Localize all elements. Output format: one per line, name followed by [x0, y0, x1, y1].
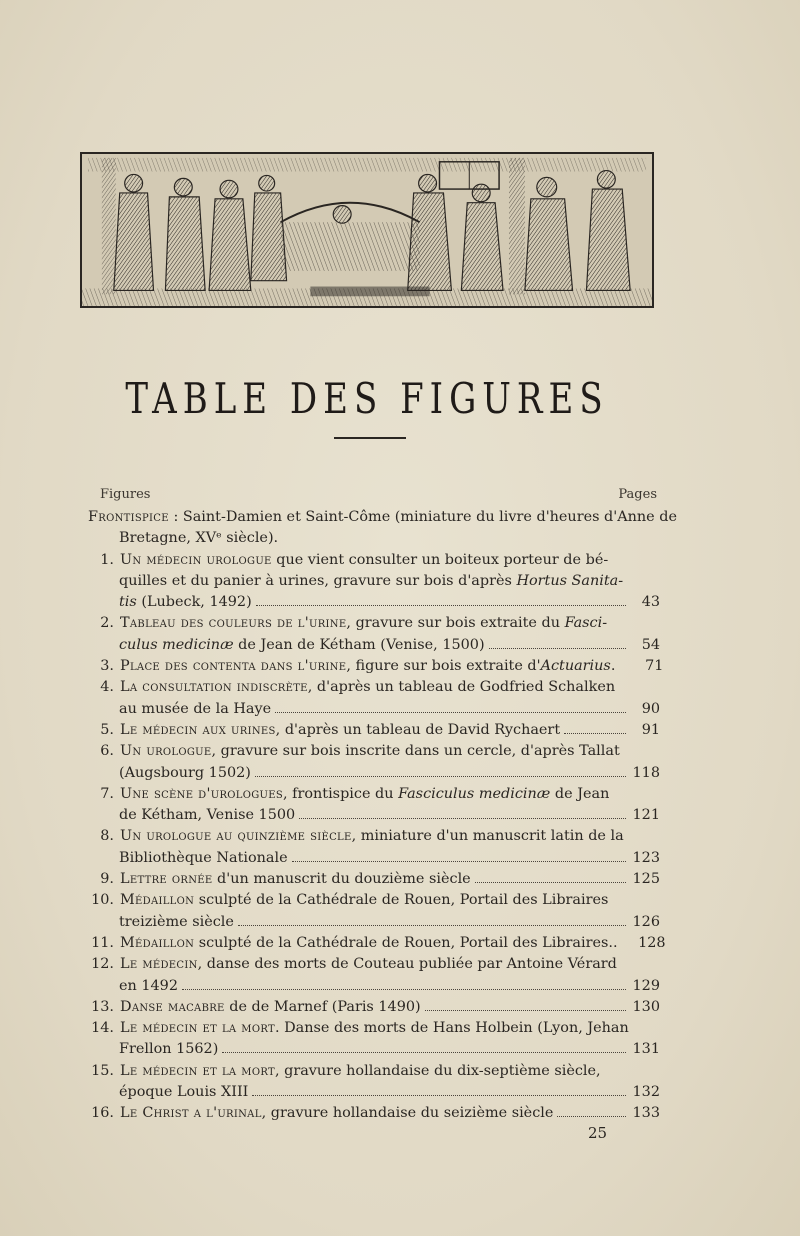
figure-text: quilles et du panier à urines, gravure sur bois d'après	[119, 572, 517, 589]
figure-text: en 1492	[119, 977, 178, 994]
figure-entry	[88, 613, 660, 656]
figure-page-number: 130	[632, 998, 660, 1015]
figure-title: Le médecin	[120, 956, 198, 973]
figure-italic-text: tis	[119, 594, 137, 611]
figure-text: , gravure hollandaise du seizième siècle	[261, 1105, 554, 1122]
pages-column-header: Pages	[618, 487, 657, 502]
figure-title: Un urologue	[120, 743, 212, 760]
figure-text: de de Marnef (Paris 1490)	[224, 998, 421, 1015]
figure-page-number: 90	[641, 700, 660, 717]
figure-page-number: 129	[632, 977, 660, 994]
dot-leader	[292, 861, 626, 862]
figure-number: 10.	[91, 892, 114, 909]
figure-title: Tableau des couleurs de l'urine	[120, 615, 347, 632]
dot-leader	[275, 712, 626, 713]
figure-page-number: 118	[632, 764, 660, 781]
frontispice-text-2: Bretagne, XVᵉ siècle).	[119, 530, 279, 547]
dot-leader	[255, 776, 626, 777]
figure-title: La consultation indiscrète	[120, 679, 308, 696]
figure-text: sculpté de la Cathédrale de Rouen, Portail des Libraires..	[194, 934, 618, 951]
figure-entry	[88, 1018, 660, 1061]
figure-number: 16.	[91, 1105, 114, 1122]
figure-italic-text: Fasci-	[564, 615, 608, 632]
figure-number: 11.	[91, 934, 114, 951]
frontispice-text-1: : Saint-Damien et Saint-Côme (miniature du livre d'heures d'Anne de	[168, 509, 677, 525]
figure-title: Le médecin aux urines	[120, 721, 276, 738]
figure-text: Bibliothèque Nationale	[119, 849, 288, 866]
figure-title: Un médecin urologue	[120, 551, 272, 568]
figure-text: (Lubeck, 1492)	[136, 594, 252, 611]
figure-page-number: 133	[632, 1105, 660, 1122]
figure-text: treizième siècle	[119, 913, 234, 930]
figure-page-number: 123	[632, 849, 660, 866]
figure-text: que vient consulter un boiteux porteur de bé-	[271, 551, 609, 568]
figure-entry	[88, 656, 664, 677]
figure-entry	[88, 550, 660, 614]
frontispice-label: Frontispice	[88, 509, 169, 525]
figure-text: de Jean	[550, 785, 610, 802]
figure-page-number: 43	[641, 594, 660, 611]
page-number: 25	[588, 1124, 608, 1142]
figure-text: (Augsbourg 1502)	[119, 764, 251, 781]
figure-text: , gravure hollandaise du dix-septième siècle,	[274, 1062, 601, 1079]
figure-text: sculpté de la Cathédrale de Rouen, Portail des Libraires	[194, 892, 609, 909]
dot-leader	[489, 648, 626, 649]
figure-entries	[88, 550, 666, 1125]
figure-number: 5.	[100, 721, 114, 738]
figure-page-number: 91	[641, 721, 660, 738]
frontispiece-engraving	[80, 152, 654, 308]
figure-page-number: 125	[632, 871, 660, 888]
figure-title: Une scène d'urologues	[120, 785, 284, 802]
dot-leader	[222, 1052, 626, 1053]
dot-leader	[252, 1095, 626, 1096]
figure-title: Un urologue au quinzième siècle	[120, 828, 352, 845]
figure-number: 3.	[100, 658, 114, 675]
figure-number: 1.	[100, 551, 114, 568]
figure-page-number: 71	[645, 658, 664, 675]
page-title: TABLE DES FIGURES	[125, 374, 609, 424]
dot-leader	[557, 1116, 626, 1117]
figure-text: , frontispice du	[283, 785, 399, 802]
figure-number: 9.	[100, 871, 114, 888]
figure-entry	[88, 890, 660, 933]
dot-leader	[256, 605, 626, 606]
figure-entry	[88, 826, 660, 869]
figure-entry	[88, 720, 660, 741]
figure-entry	[88, 997, 660, 1018]
figure-number: 4.	[100, 679, 114, 696]
figure-italic-text: Actuarius	[540, 658, 611, 675]
figure-number: 13.	[91, 998, 114, 1015]
figure-title: Lettre ornée	[120, 871, 213, 888]
figure-page-number: 128	[638, 934, 666, 951]
figure-text: , miniature d'un manuscrit latin de la	[351, 828, 624, 845]
figure-text: époque Louis XIII	[119, 1084, 249, 1101]
figure-number: 6.	[100, 743, 114, 760]
dot-leader	[425, 1010, 626, 1011]
figure-entry	[88, 1061, 660, 1104]
figure-text: de Jean de Kétham (Venise, 1500)	[233, 636, 485, 653]
figure-text: de Kétham, Venise 1500	[119, 807, 296, 824]
figure-number: 14.	[91, 1020, 114, 1037]
figure-title: Le médecin et la mort	[120, 1020, 275, 1037]
figure-entry	[88, 933, 666, 954]
figure-text: , d'après un tableau de David Rychaert	[275, 721, 561, 738]
dot-leader	[299, 818, 626, 819]
figure-italic-text: Hortus Sanita-	[516, 572, 624, 589]
figure-entry	[88, 784, 660, 827]
figure-title: Le Christ a l'urinal	[120, 1105, 262, 1122]
figures-list	[88, 507, 677, 1125]
figure-title: Médaillon	[120, 892, 195, 909]
figure-page-number: 54	[641, 636, 660, 653]
frontispice-entry	[88, 507, 677, 550]
figure-text: Frellon 1562)	[119, 1041, 219, 1058]
figure-page-number: 131	[632, 1041, 660, 1058]
figure-text: , danse des morts de Couteau publiée par Antoine Vérard	[197, 956, 617, 973]
figure-text: , gravure sur bois inscrite dans un cercle, d'après Tallat	[211, 743, 620, 760]
figure-number: 8.	[100, 828, 114, 845]
figures-column-header: Figures	[100, 487, 151, 502]
figure-italic-text: culus medicinæ	[119, 636, 234, 653]
figure-text: .	[610, 658, 616, 675]
dot-leader	[475, 882, 626, 883]
figure-number: 7.	[100, 785, 114, 802]
engraving-image	[82, 154, 652, 306]
figure-text: , figure sur bois extraite d'	[346, 658, 541, 675]
figure-entry	[88, 954, 660, 997]
figure-entry	[88, 1103, 660, 1124]
figure-title: Danse macabre	[120, 998, 225, 1015]
figure-title: Place des contenta dans l'urine	[120, 658, 347, 675]
figure-entry	[88, 869, 660, 890]
title-rule	[334, 437, 406, 439]
dot-leader	[182, 989, 626, 990]
dot-leader	[564, 733, 626, 734]
figure-text: au musée de la Haye	[119, 700, 272, 717]
figure-number: 15.	[91, 1062, 114, 1079]
figure-entry	[88, 741, 660, 784]
figure-text: . Danse des morts de Hans Holbein (Lyon, Jehan	[274, 1020, 629, 1037]
figure-number: 2.	[100, 615, 114, 632]
figure-page-number: 126	[632, 913, 660, 930]
figure-title: Le médecin et la mort	[120, 1062, 275, 1079]
figure-text: d'un manuscrit du douzième siècle	[212, 871, 471, 888]
figure-title: Médaillon	[120, 934, 195, 951]
dot-leader	[238, 925, 626, 926]
figure-page-number: 121	[632, 807, 660, 824]
figure-text: , d'après un tableau de Godfried Schalken	[307, 679, 616, 696]
figure-italic-text: Fasciculus medicinæ	[398, 785, 551, 802]
figure-page-number: 132	[632, 1084, 660, 1101]
figure-number: 12.	[91, 956, 114, 973]
figure-entry	[88, 677, 660, 720]
figure-text: , gravure sur bois extraite du	[346, 615, 565, 632]
